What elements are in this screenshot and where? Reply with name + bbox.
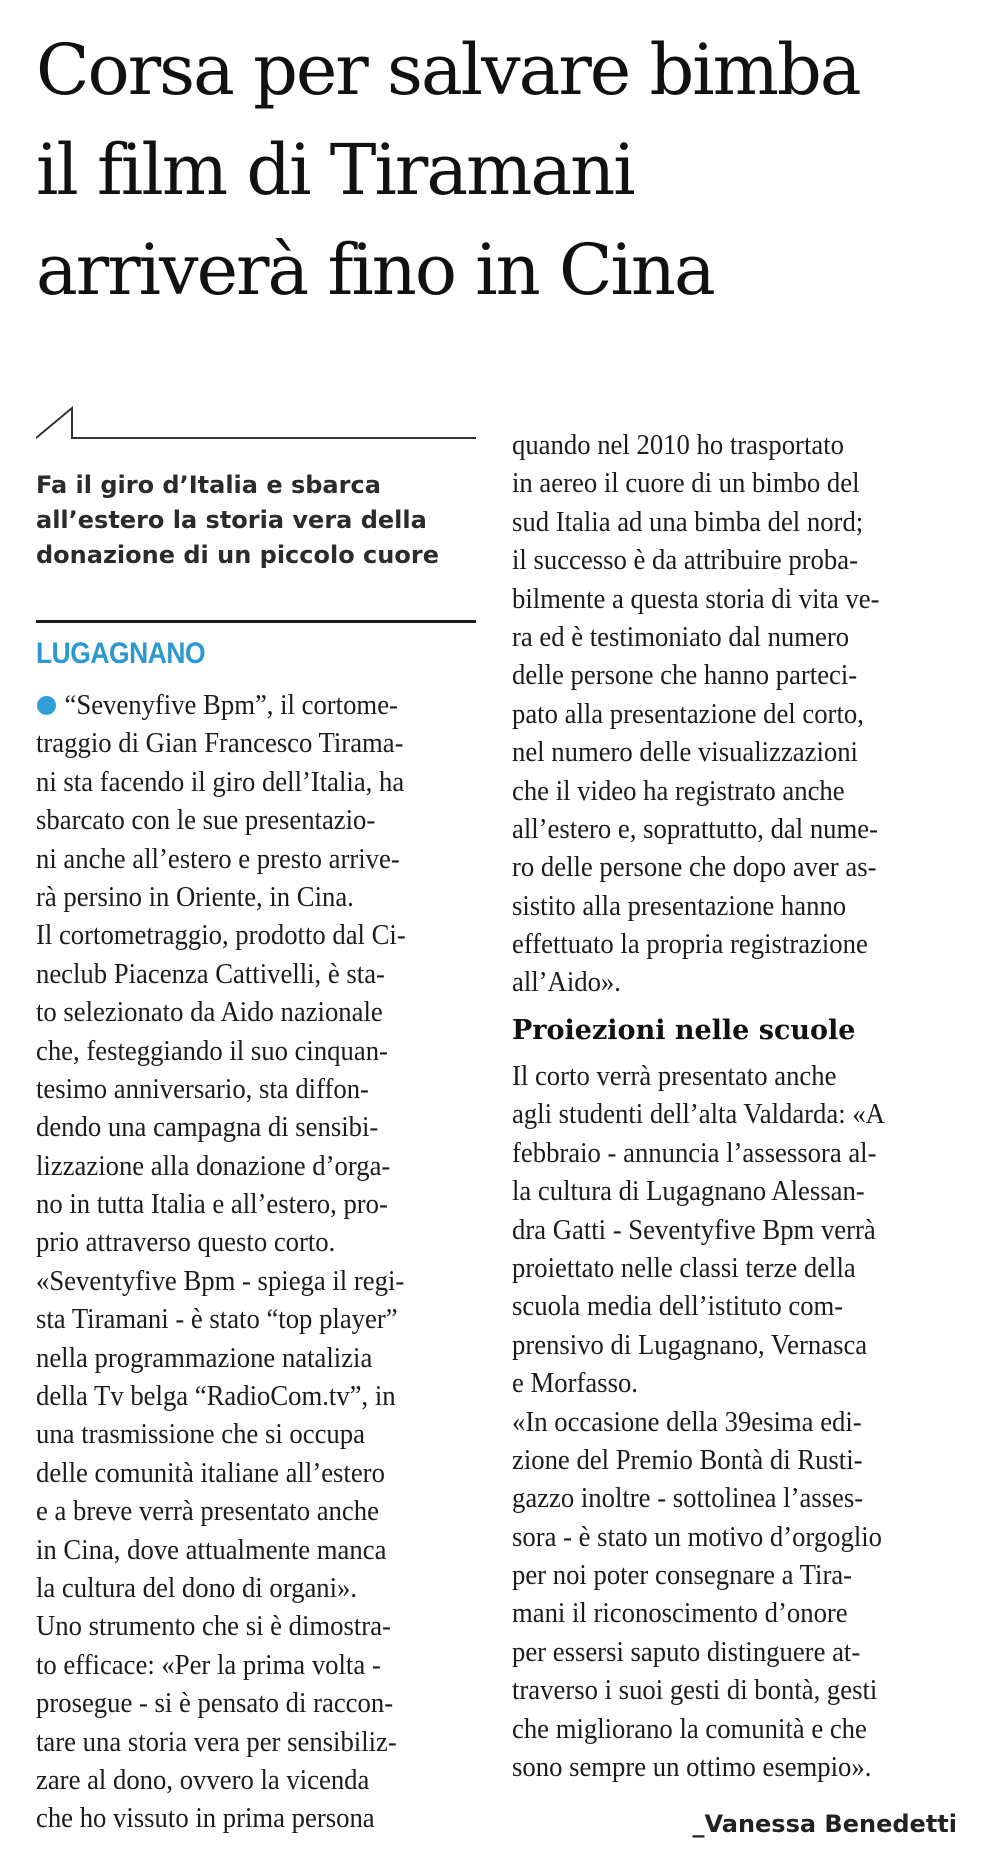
text-line: ro delle persone che dopo aver as- [512,851,877,884]
text-line: sud Italia ad una bimba del nord; [512,505,864,538]
text-line: scuola media dell’istituto com- [512,1290,844,1323]
text-line: mani il riconoscimento d’onore [512,1597,848,1630]
text-line: traggio di Gian Francesco Tirama- [36,727,404,760]
text-line: Il corto verrà presentato anche [512,1060,837,1092]
headline-line: arriverà fino in Cina [36,229,714,311]
text-line: dendo una campagna di sensibi- [36,1111,379,1144]
text-line: della Tv belga “RadioCom.tv”, in [36,1380,396,1413]
text-line: prio attraverso questo corto. [36,1226,336,1259]
text-line: sbarcato con le sue presentazio- [36,804,376,837]
dateline: LUGAGNANO [36,637,206,670]
headline-line: il film di Tiramani [36,129,634,211]
right-column-text [512,426,957,1002]
text-line: sora - è stato un motivo d’orgoglio [512,1520,883,1553]
text-line: bilmente a questa storia di vita ve- [512,582,880,615]
text-line: prosegue - si è pensato di raccon- [36,1687,394,1720]
text-line: e Morfasso. [512,1367,638,1400]
text-line: nel numero delle visualizzazioni [512,736,858,769]
text-line: dra Gatti - Seventyfive Bpm verrà [512,1213,876,1246]
text-line: ra ed è testimoniato dal numero [512,620,850,653]
text-line: “Sevenyfive Bpm”, il cortome- [64,689,398,721]
text-line: «Seventyfive Bpm - spiega il regi- [36,1264,405,1297]
text-line: gazzo inoltre - sottolinea l’asses- [512,1482,864,1515]
headline [36,20,966,320]
text-line: pato alla presentazione del corto, [512,697,864,730]
headline-line: Corsa per salvare bimba [36,29,860,111]
text-line: neclub Piacenza Cattivelli, è sta- [36,957,385,990]
text-line: agli studenti dell’alta Valdarda: «A [512,1098,885,1131]
decorative-rule-icon [36,402,476,442]
text-line: una trasmissione che si occupa [36,1418,365,1451]
summary-line: all’estero la storia vera della [36,506,427,534]
text-line: in Cina, dove attualmente manca [36,1533,387,1566]
text-line: traverso i suoi gesti di bontà, gesti [512,1674,878,1707]
left-column-text [36,686,476,1838]
text-line: che il video ha registrato anche [512,774,845,807]
text-line: ni sta facendo il giro dell’Italia, ha [36,765,405,798]
text-line: tesimo anniversario, sta diffon- [36,1072,369,1105]
text-line: to efficace: «Per la prima volta - [36,1648,381,1681]
summary-line: donazione di un piccolo cuore [36,541,439,569]
text-line: in aereo il cuore di un bimbo del [512,467,860,500]
text-line: Il cortometraggio, prodotto dal Ci- [36,919,406,952]
text-line: all’Aido». [512,966,621,999]
text-line: lizzazione alla donazione d’orga- [36,1149,391,1182]
text-line: rà persino in Oriente, in Cina. [36,880,354,913]
article-summary [36,468,476,573]
text-line: proiettato nelle classi terze della [512,1251,856,1284]
text-line: all’estero e, soprattutto, dal nume- [512,812,879,845]
text-line: delle comunità italiane all’estero [36,1456,385,1489]
text-line: prensivo di Lugagnano, Vernasca [512,1328,868,1361]
text-line: Uno strumento che si è dimostra- [36,1610,391,1643]
text-line: effettuato la propria registrazione [512,928,868,961]
subheading: Proiezioni nelle scuole [512,1015,856,1046]
text-line: che migliorano la comunità e che [512,1712,867,1745]
text-line: sistito alla presentazione hanno [512,889,847,922]
text-line: ni anche all’estero e presto arrive- [36,842,400,875]
right-column-text-2 [512,1057,957,1786]
text-line: la cultura del dono di organi». [36,1571,358,1604]
text-line: no in tutta Italia e all’estero, pro- [36,1188,388,1221]
summary-divider [36,620,476,623]
text-line: sta Tiramani - è stato “top player” [36,1303,398,1336]
text-line: to selezionato da Aido nazionale [36,996,383,1029]
text-line: febbraio - annuncia l’assessora al- [512,1136,877,1169]
text-line: che, festeggiando il suo cinquan- [36,1034,388,1067]
text-line: il successo è da attribuire proba- [512,544,858,577]
text-line: e a breve verrà presentato anche [36,1495,379,1528]
text-line: la cultura di Lugagnano Alessan- [512,1175,865,1208]
text-line: delle persone che hanno parteci- [512,659,858,692]
text-line: quando nel 2010 ho trasportato [512,429,844,461]
summary-line: Fa il giro d’Italia e sbarca [36,471,381,499]
text-line: sono sempre un ottimo esempio». [512,1751,872,1784]
text-line: zione del Premio Bontà di Rusti- [512,1443,863,1476]
text-line: «In occasione della 39esima edi- [512,1405,862,1438]
text-line: zare al dono, ovvero la vicenda [36,1763,370,1796]
text-line: per noi poter consegnare a Tira- [512,1559,853,1592]
text-line: tare una storia vera per sensibiliz- [36,1725,397,1758]
byline: _Vanessa Benedetti [692,1810,957,1838]
text-line: che ho vissuto in prima persona [36,1802,375,1835]
text-line: per essersi saputo distinguere at- [512,1635,861,1668]
text-line: nella programmazione natalizia [36,1341,373,1374]
